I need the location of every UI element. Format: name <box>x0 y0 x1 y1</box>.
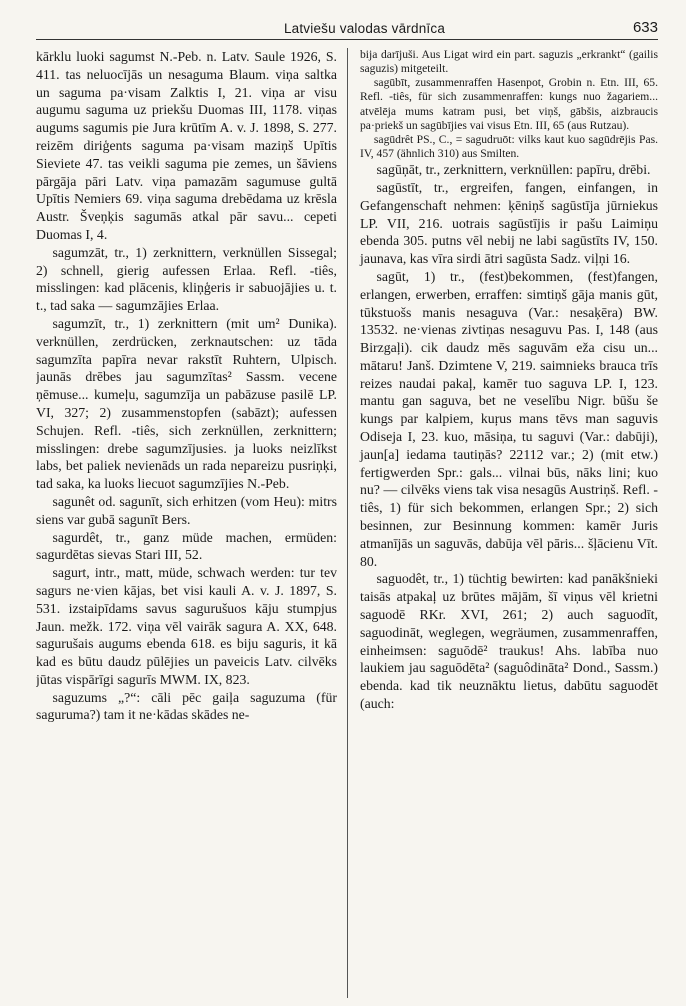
page-number: 633 <box>632 19 658 36</box>
dictionary-entry: sagunêt od. sagunīt, sich erhitzen (vom Heu): mitrs siens var gubā sagunīt Bers. <box>36 493 337 527</box>
dictionary-entry: sagurt, intr., matt, müde, schwach werden: tur tev sagurs ne·vien kājas, bet visi kauli A. v. J. 1897, S. 531. izstaipīdams savus sagurušuos kāju stumpjus Jaun. mežk. 172. viņa vēl vairāk sagura A. XX, 648. sagurušais augums ebenda 618. es biju saguris, it kā kad es būtu daudz pūlējies un paveicis Latv. cilvēks jūtas vispārīgi sagurīs MWM. IX, 823. <box>36 565 337 687</box>
running-title: Latviešu valodas vārdnīca <box>283 21 446 36</box>
dictionary-entry: bija darījuši. Aus Ligat wird ein part. saguzis „erkrankt“ (gailis saguzis) mitgeteilt. <box>360 48 658 76</box>
two-column-body <box>36 48 658 998</box>
left-column <box>36 48 347 998</box>
dictionary-entry: sagurdêt, tr., ganz müde machen, ermüden: sagurdētas sievas Stari III, 52. <box>36 529 337 563</box>
dictionary-entry: sagūņāt, tr., zerknittern, verknüllen: papīru, drēbi. <box>376 162 651 178</box>
dictionary-entry: saguzums „?“: cāli pēc gaiļa saguzuma (für saguruma?) tam it ne·kādas skādes ne- <box>36 689 337 723</box>
dictionary-entry: sagūstīt, tr., ergreifen, fangen, einfangen, in Gefangenschaft nehmen: ķēniņš sagūstīja jūrniekus LP. VII, 216. uotrais sagūstījis ir pašu Laimiņu ebenda 305. putns vēl nebij ne labi sagūstīts IV, 150. jaunava, kas vīra sirdi ātri sagūsta Sadz. viļņi 16. <box>360 179 658 267</box>
dictionary-entry: sagūdrêt PS., C., = sagudruōt: vilks kaut kuo sagūdrējis Pas. IV, 457 (ähnlich 310) aus Smilten. <box>360 132 658 160</box>
right-column <box>347 48 658 998</box>
running-head <box>36 0 658 40</box>
dictionary-entry: sagumzīt, tr., 1) zerknittern (mit um² Dunika). verknüllen, zerdrücken, zerknautschen: uz tāda sagumzīta papīra nevar rakstīt Ruhtern, Ulpisch. jaunās drēbes jau sagumzītas² Sassm. vecene ņēmuse... kumeļu, sagumzīja un pabāzuse pasilē LP. VI, 327; 2) zusammenstopfen (sabāzt); aufessen Schujen. Refl. -tiês, sich zerknüllen, zerknittern; misslingen: drebe sagumzījusies. ja luoks neizlīkst labs, bet paliek nevienāds un rada nepareizu pusriņķi, tad saka, ka luoks liecuot sagumzījies N.-Peb. <box>36 315 337 492</box>
dictionary-entry: saguodêt, tr., 1) tüchtig bewirten: kad panākšnieki taisās atpakaļ uz brūtes mājām, šī viņus vēl krietni saguodē RKr. XVI, 261; 2) auch saguodīt, saguodināt, weglegen, wegräumen, zusammenraffen, einheimsen: saguōdē² traukus! Ahs. labība nuo laukiem jau saguōdēta² (saguôdināta² Dond., Sassm.) ebenda. kad tik neuznāktu lietus, dabūtu saguodēt (auch: <box>360 571 658 712</box>
dictionary-entry: sagūbīt, zusammenraffen Hasenpot, Grobin n. Etn. III, 65. Refl. -tiês, für sich zusammenraffen: kungs nuo žagariem... atvēlēja mums katram pusi, bet viņš, gābšis, aizbraucis pa·priekš un sagūbījies vai visus Etn. III, 65 (aus Rutzau). <box>360 76 658 132</box>
dictionary-entry: sagūt, 1) tr., (fest)bekommen, (fest)fangen, erlangen, erwerben, erraffen: simtiņš gāja manis gūt, tūkstuošs manis nesaguva (Var.: nesaķēra) BW. 13532. ne·vienas zivtiņas nesaguvu Pas. I, 148 (aus Birzgaļi). cik daudz mēs saguvām eža cisu un... mātaru! Janš. Dzimtene V, 219. saimnieks brauca trīs reizes naudai pakaļ, kamēr tuo saguva LP. I, 123. mantu gan saguva, bet ne veselību Nigr. būšu še kungs par kalpiem, kuŗus mans tēvs man saguvis Odiseja I, 23. kuo, māsiņa, tu saguvi (Var.: dabūji), jaun[a] iedama tautiņās? 22112 var.; 2) (mit etw.) fertigwerden Spr.: gals... vilnai būs, nāks lini; kuo nu? — cilvēks viens tak visa nesagūs Austriņš. Refl. -tiês, 1) für sich bekommen, erlangen Spr.; 2) sich besinnen, zur Besinnung kommen: kamēr Juris atmanījās un saguvās, dabūja vēl pāris... šļācienu Vīt. 80. <box>360 268 658 569</box>
dictionary-entry: kārklu luoki sagumst N.-Peb. n. Latv. Saule 1926, S. 411. tas neluocījās un nesaguma Blaum. viņa saltka un saguma pa·visam Zalktis I, 21. viņa ar visu augumu saguma uz priekšu Duomas III, 1178. viņas augums sagumis pie Jura krūtīm A. v. J. 1898, S. 277. reizēm diriģents saguma pa·visam maziņš Upītis Sieviete 47. tas veikli saguma pie zemes, un šāviens pārgāja pāri Latv. viņa pamazām sagumuse gultā Upītis Nemiers 69. viņa saguma drebēdama uz krēsla Austr. Šveņķis sagumās atkal pār savu... cepeti Duomas I, 4. <box>36 49 337 242</box>
dictionary-entry: sagumzāt, tr., 1) zerknittern, verknüllen Sissegal; 2) schnell, gierig aufessen Erlaa. Refl. -tiês, misslingen: kad plācenis, kliņģeris ir sabuojājies u. t. t., tad saka — sagumzājies Erlaa. <box>36 244 337 314</box>
